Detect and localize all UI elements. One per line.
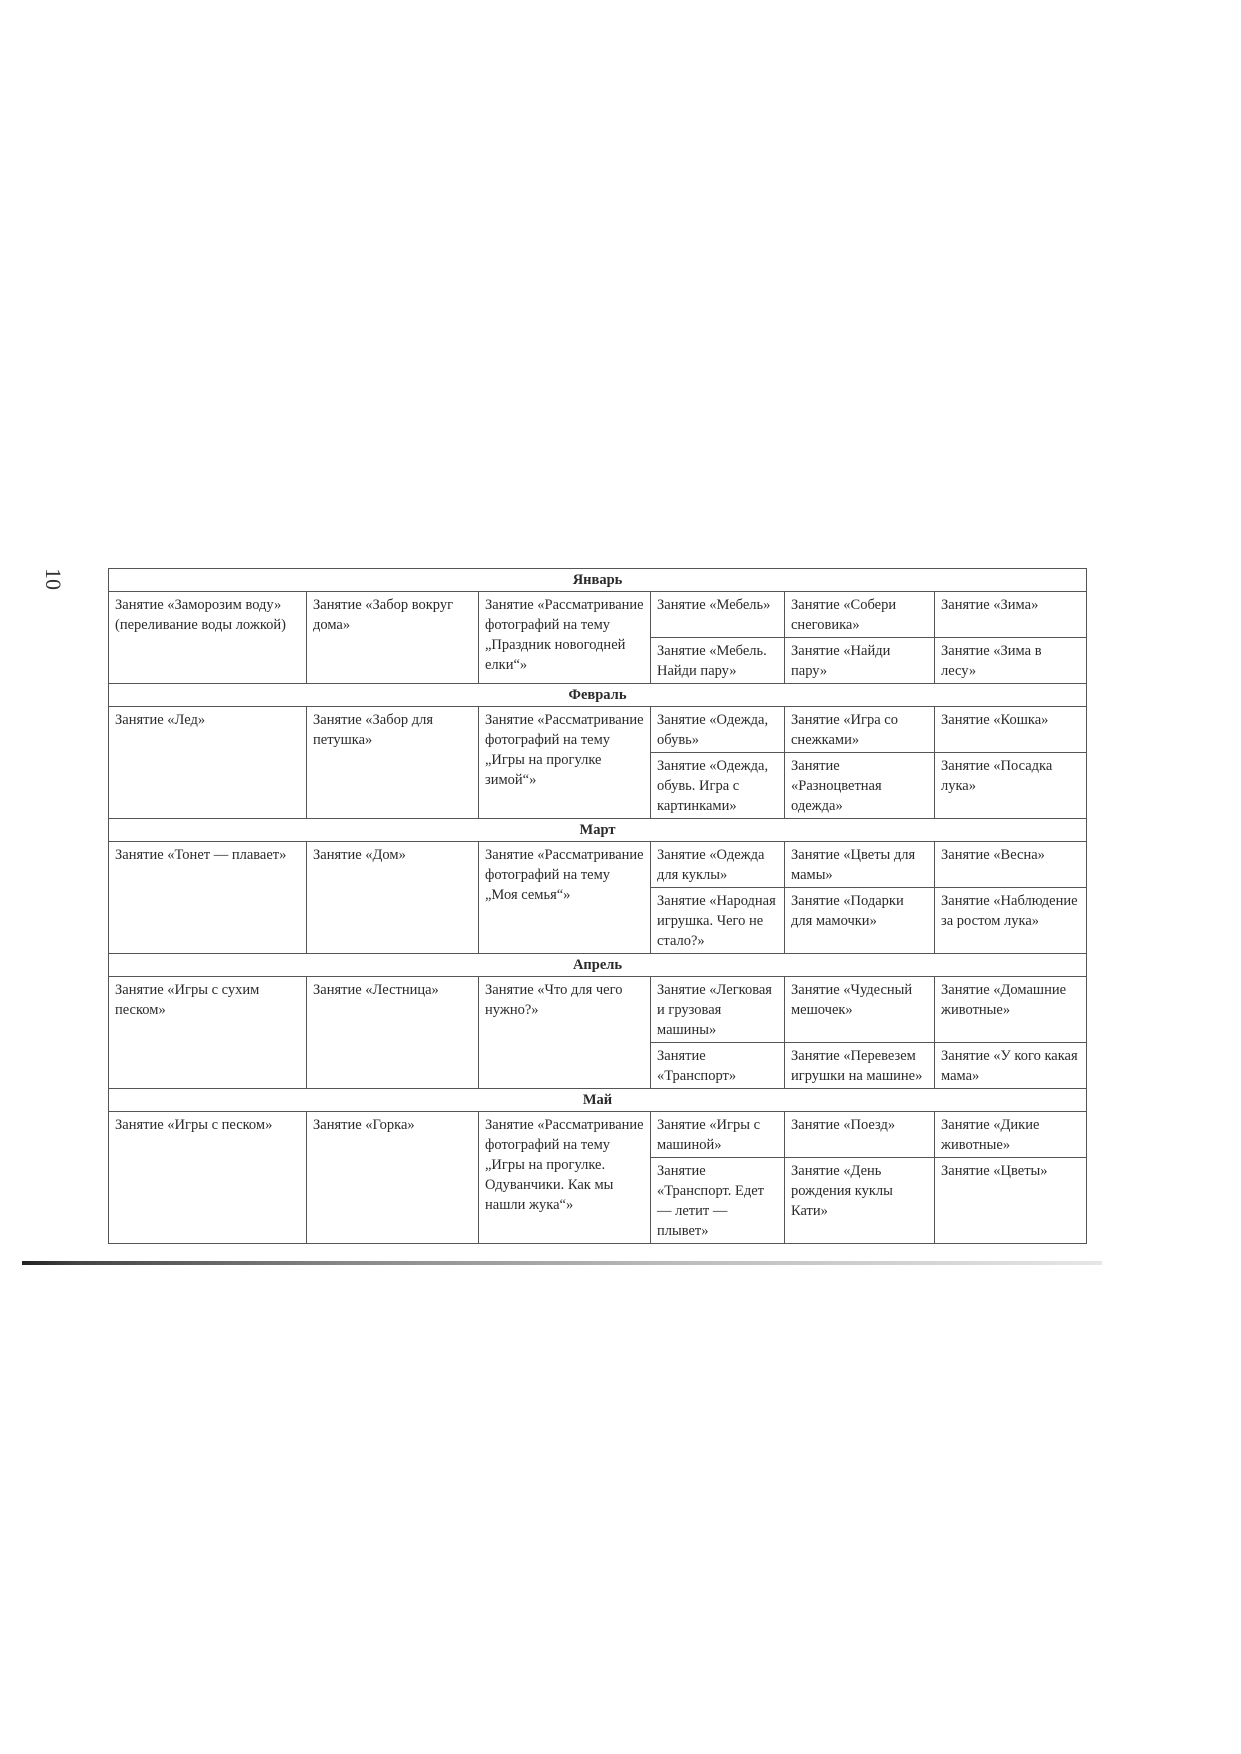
activity-cell: Занятие «Мебель. Найди пару»	[651, 638, 785, 684]
activity-cell: Занятие «Подарки для мамочки»	[785, 888, 935, 954]
activity-cell: Занятие «Игры с песком»	[109, 1112, 307, 1244]
activity-cell: Занятие «Что для чего нужно?»	[479, 977, 651, 1089]
activity-cell: Занятие «Кошка»	[935, 707, 1087, 753]
activity-row	[109, 1112, 1087, 1158]
activity-cell: Занятие «Рассматривание фотографий на тему „Моя семья“»	[479, 842, 651, 954]
month-header-row	[109, 1089, 1087, 1112]
activity-cell: Занятие «Зима в лесу»	[935, 638, 1087, 684]
activity-cell: Занятие «Цветы»	[935, 1158, 1087, 1244]
activity-cell: Занятие «Транспорт»	[651, 1043, 785, 1089]
activity-cell: Занятие «Одежда для куклы»	[651, 842, 785, 888]
activity-cell: Занятие «Дикие животные»	[935, 1112, 1087, 1158]
activity-cell: Занятие «Одежда, обувь. Игра с картинками»	[651, 753, 785, 819]
activity-row	[109, 592, 1087, 638]
activity-cell: Занятие «Собери снеговика»	[785, 592, 935, 638]
month-title: Январь	[109, 569, 1087, 592]
activity-cell: Занятие «Цветы для мамы»	[785, 842, 935, 888]
month-title: Февраль	[109, 684, 1087, 707]
activity-cell: Занятие «Забор для петушка»	[307, 707, 479, 819]
activity-cell: Занятие «Игра со снежками»	[785, 707, 935, 753]
activity-cell: Занятие «Весна»	[935, 842, 1087, 888]
scan-edge-shadow	[22, 1261, 1102, 1265]
activity-cell: Занятие «Посадка лука»	[935, 753, 1087, 819]
activity-cell: Занятие «Перевезем игрушки на машине»	[785, 1043, 935, 1089]
month-title: Май	[109, 1089, 1087, 1112]
monthly-schedule-table	[108, 568, 1087, 1244]
activity-cell: Занятие «Рассматривание фотографий на тему „Игры на прогулке зимой“»	[479, 707, 651, 819]
activity-cell: Занятие «Наблюдение за ростом лука»	[935, 888, 1087, 954]
month-header-row	[109, 819, 1087, 842]
schedule-body	[109, 569, 1087, 1244]
activity-cell: Занятие «Мебель»	[651, 592, 785, 638]
activity-cell: Занятие «У кого какая мама»	[935, 1043, 1087, 1089]
activity-cell: Занятие «Транспорт. Едет — летит — плывет»	[651, 1158, 785, 1244]
activity-cell: Занятие «Рассматривание фотографий на тему „Игры на прогулке. Одуванчики. Как мы нашли жука“»	[479, 1112, 651, 1244]
activity-cell: Занятие «Заморозим воду» (переливание воды ложкой)	[109, 592, 307, 684]
activity-row	[109, 977, 1087, 1043]
page-number: 10	[41, 568, 66, 590]
activity-cell: Занятие «Лед»	[109, 707, 307, 819]
activity-cell: Занятие «Найди пару»	[785, 638, 935, 684]
activity-cell: Занятие «Народная игрушка. Чего не стало?»	[651, 888, 785, 954]
activity-cell: Занятие «Горка»	[307, 1112, 479, 1244]
activity-cell: Занятие «Поезд»	[785, 1112, 935, 1158]
activity-cell: Занятие «Забор вокруг дома»	[307, 592, 479, 684]
activity-cell: Занятие «Зима»	[935, 592, 1087, 638]
month-title: Апрель	[109, 954, 1087, 977]
month-header-row	[109, 569, 1087, 592]
activity-cell: Занятие «Легковая и грузовая машины»	[651, 977, 785, 1043]
activity-cell: Занятие «Лестница»	[307, 977, 479, 1089]
activity-cell: Занятие «Чудесный мешочек»	[785, 977, 935, 1043]
activity-cell: Занятие «Домашние животные»	[935, 977, 1087, 1043]
activity-cell: Занятие «Одежда, обувь»	[651, 707, 785, 753]
activity-cell: Занятие «Игры с машиной»	[651, 1112, 785, 1158]
activity-cell: Занятие «Тонет — плавает»	[109, 842, 307, 954]
activity-cell: Занятие «Разноцветная одежда»	[785, 753, 935, 819]
activity-row	[109, 707, 1087, 753]
activity-row	[109, 842, 1087, 888]
activity-cell: Занятие «День рождения куклы Кати»	[785, 1158, 935, 1244]
activity-cell: Занятие «Игры с сухим песком»	[109, 977, 307, 1089]
month-header-row	[109, 684, 1087, 707]
month-header-row	[109, 954, 1087, 977]
activity-cell: Занятие «Дом»	[307, 842, 479, 954]
activity-cell: Занятие «Рассматривание фотографий на тему „Праздник новогодней елки“»	[479, 592, 651, 684]
month-title: Март	[109, 819, 1087, 842]
